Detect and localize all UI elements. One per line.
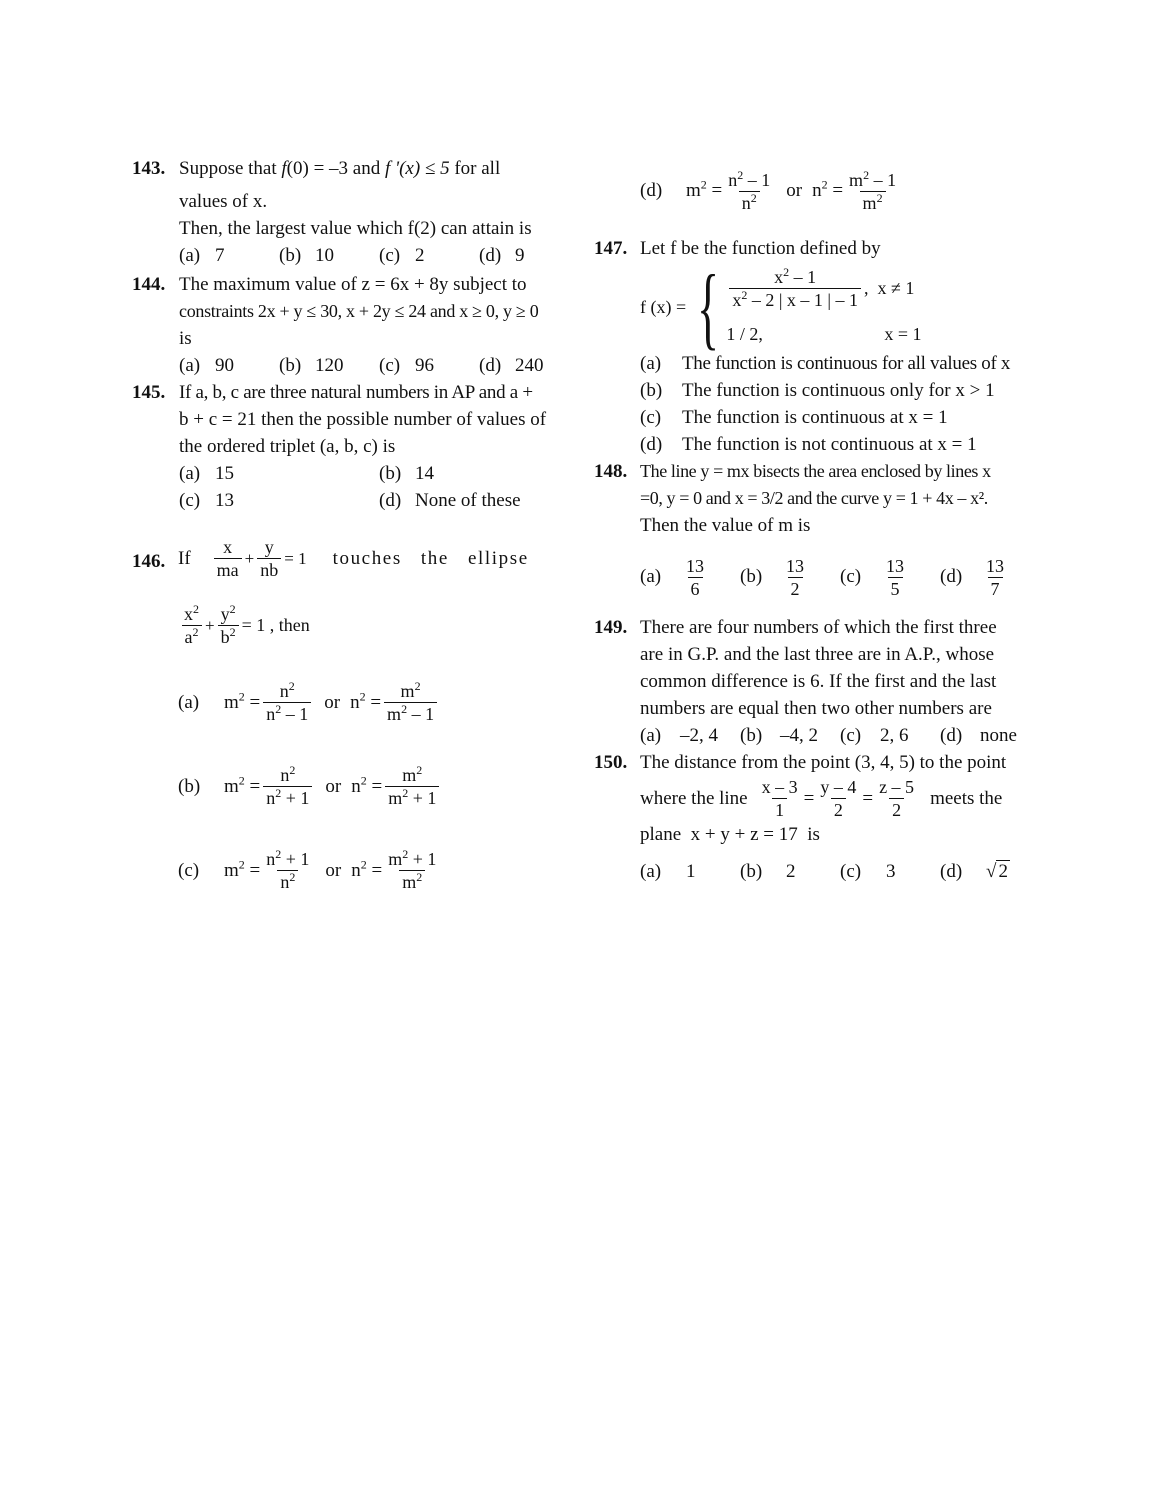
option-b[interactable]: (b) $m^2$ = $\frac{n^2}{n^2 + 1}$ or $n^2$ = $\frac{m^2}{m^2 + 1}$ xyxy=(178,756,572,816)
question-147 xyxy=(594,235,1080,458)
option-d[interactable]: (d) √ 2 xyxy=(940,858,1010,885)
ellipse-equation: $\frac{x^2}{a^2}$ + $\frac{y^2}{b^2}$ = 1 , then xyxy=(178,603,572,648)
question-text-line: plane x + y + z = 17 is xyxy=(640,824,820,845)
fraction-x2-a2: $\frac{x^2}{a^2}$ xyxy=(181,603,202,648)
line-equation: where the line $\frac{x - 3}{1}$ = $\frac{y - 4}{2}$ = $\frac{z - 5}{2}$ meets the xyxy=(640,777,1003,820)
question-143 xyxy=(132,155,572,267)
option-c[interactable]: (c) 13 xyxy=(179,490,234,511)
question-number: 147. xyxy=(594,238,628,259)
options-row xyxy=(640,722,1080,749)
sqrt-icon: √ 2 xyxy=(986,861,1008,882)
option-d[interactable]: (d) The function is not continuous at x = 1 xyxy=(640,434,977,455)
option-d[interactable]: (d) $m^2$ = $\frac{n^2 - 1}{n^2}$ or $n^2$ = $\frac{m^2 - 1}{m^2}$ xyxy=(640,167,897,213)
option-a[interactable]: (a) –2, 4 xyxy=(640,725,718,746)
option-a[interactable]: (a) The function is continuous for all values of x xyxy=(640,353,1011,374)
question-text-line: Then the value of m is xyxy=(640,515,811,536)
option-d[interactable]: (d) None of these xyxy=(379,490,521,511)
question-148 xyxy=(594,458,1080,600)
question-number: 148. xyxy=(594,461,628,482)
option-b[interactable]: (b) –4, 2 xyxy=(740,725,818,746)
option-a[interactable]: (a) $\frac{13}{6}$ xyxy=(640,556,704,599)
option-c[interactable]: (c) 3 xyxy=(840,861,896,882)
option-c[interactable]: (c) The function is continuous at x = 1 xyxy=(640,407,948,428)
option-b[interactable]: (b) 14 xyxy=(379,463,434,484)
option-a[interactable]: (a) 7 xyxy=(179,245,225,266)
options-row xyxy=(640,555,1080,600)
question-146 xyxy=(132,536,572,900)
piecewise-function: f (x) = { $\frac{x^2 - 1}{x^2 - 2 | x - 1 | - 1}$ , x ≠ 1 1 / 2, x = 1 xyxy=(640,256,922,358)
question-number: 145. xyxy=(132,382,166,403)
question-text-line: numbers are equal then two other numbers are xyxy=(640,698,992,719)
option-d[interactable]: (d) 9 xyxy=(479,245,525,266)
options-row xyxy=(179,460,572,487)
question-text-line: are in G.P. and the last three are in A.P., whose xyxy=(640,644,995,665)
question-text-line: constraints 2x + y ≤ 30, x + 2y ≤ 24 and x ≥ 0, y ≥ 0 xyxy=(179,301,539,321)
option-c[interactable]: (c) 2 xyxy=(379,245,425,266)
option-c[interactable]: (c) 96 xyxy=(379,355,434,376)
question-145 xyxy=(132,379,572,514)
question-text-line: =0, y = 0 and x = 3/2 and the curve y = 1 + 4x – x². xyxy=(640,488,988,508)
option-b[interactable]: (b) 2 xyxy=(740,861,796,882)
question-text-line: There are four numbers of which the first three xyxy=(640,617,997,638)
options-row xyxy=(179,352,572,379)
question-text-line: The distance from the point (3, 4, 5) to the point xyxy=(640,752,1007,773)
options-list xyxy=(640,350,1080,458)
option-b[interactable]: (b) $\frac{13}{2}$ xyxy=(740,556,804,599)
option-a[interactable]: (a) 15 xyxy=(179,463,234,484)
question-text-line: the ordered triplet (a, b, c) is xyxy=(179,436,396,457)
fraction-y2-b2: $\frac{y^2}{b^2}$ xyxy=(218,603,239,648)
option-a[interactable]: (a) 90 xyxy=(179,355,234,376)
question-number: 144. xyxy=(132,274,166,295)
options-row xyxy=(179,487,572,514)
option-a[interactable]: (a) 1 xyxy=(640,861,696,882)
left-column xyxy=(132,155,572,900)
line-equation: If $\frac{x}{ma}$ + $\frac{y}{nb}$ = 1 touches the ellipse xyxy=(178,537,529,580)
fraction-x-ma: $\frac{x}{ma}$ xyxy=(214,536,242,581)
question-text-line: common difference is 6. If the first and the last xyxy=(640,671,997,692)
question-144 xyxy=(132,271,572,379)
question-text-line: b + c = 21 then the possible number of values of xyxy=(179,409,547,430)
option-b[interactable]: (b) 120 xyxy=(279,355,344,376)
question-text-line: The maximum value of z = 6x + 8y subject to xyxy=(179,274,527,295)
option-b[interactable]: (b) The function is continuous only for x > 1 xyxy=(640,380,995,401)
question-number: 150. xyxy=(594,752,628,773)
question-text-line: Let f be the function defined by xyxy=(640,238,881,259)
question-number: 146. xyxy=(132,551,166,572)
question-150 xyxy=(594,749,1080,885)
question-149 xyxy=(594,614,1080,749)
fraction-y-nb: $\frac{y}{nb}$ xyxy=(257,536,281,581)
question-text-line: Suppose that f(0) = –3 and f '(x) ≤ 5 for all xyxy=(179,158,501,179)
option-c[interactable]: (c) $m^2$ = $\frac{n^2 + 1}{n^2}$ or $n^2$ = $\frac{m^2 + 1}{m^2}$ xyxy=(178,846,437,892)
question-text-line: values of x. xyxy=(179,191,268,212)
options-row xyxy=(179,242,572,269)
option-b[interactable]: (b) 10 xyxy=(279,245,334,266)
option-d[interactable]: (d) 240 xyxy=(479,355,544,376)
option-c[interactable]: (c) 2, 6 xyxy=(840,725,909,746)
question-number: 143. xyxy=(132,158,166,179)
question-text-line: If a, b, c are three natural numbers in AP and a + xyxy=(179,382,533,403)
options-row xyxy=(640,858,1080,885)
question-text-line: is xyxy=(179,328,192,349)
option-d[interactable]: (d) none xyxy=(940,725,1017,746)
question-text-line: The line y = mx bisects the area enclosed by lines x xyxy=(640,461,991,481)
option-d[interactable]: (d) $\frac{13}{7}$ xyxy=(940,556,1004,599)
option-c[interactable]: (c) $\frac{13}{5}$ xyxy=(840,556,904,599)
option-a[interactable]: (a) $m^2$ = $\frac{n^2}{n^2 - 1}$ or $n^2$ = $\frac{m^2}{m^2 - 1}$ xyxy=(178,672,572,732)
right-column xyxy=(594,155,1080,885)
question-text-line: Then, the largest value which f(2) can attain is xyxy=(179,218,532,239)
brace-icon: { xyxy=(697,256,720,358)
question-number: 149. xyxy=(594,617,628,638)
